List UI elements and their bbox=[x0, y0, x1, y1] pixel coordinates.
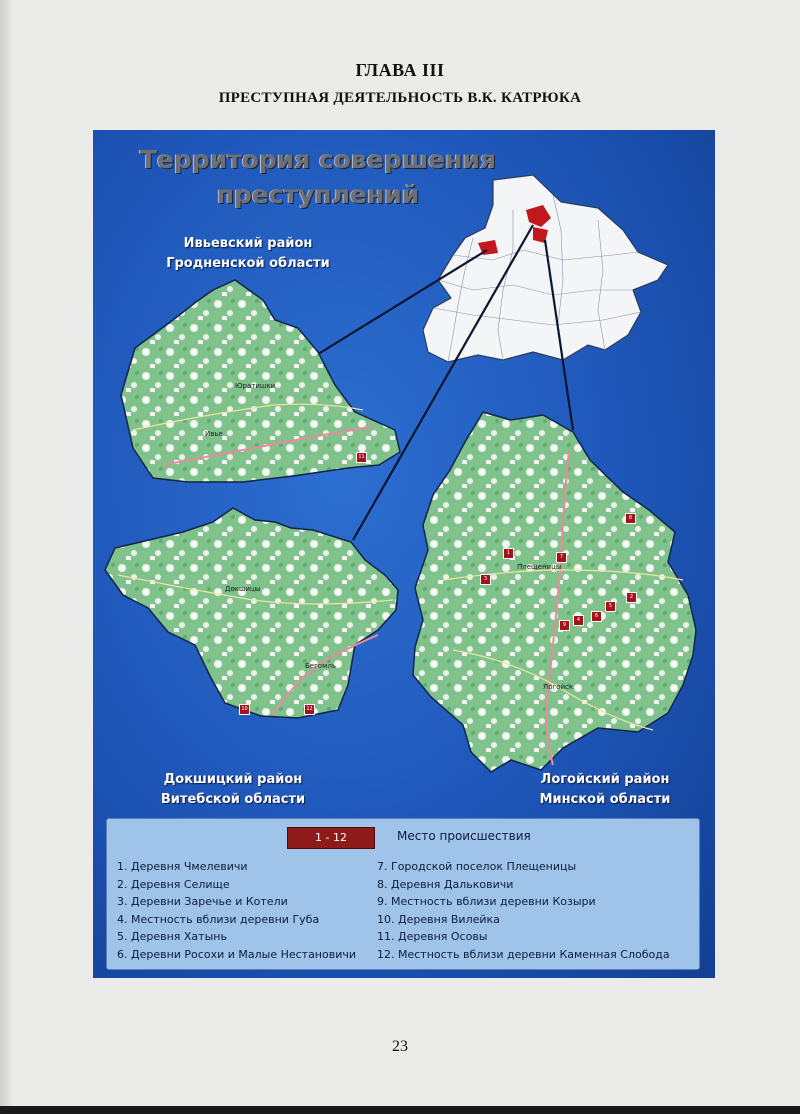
region-label-logoysk bbox=[505, 770, 705, 810]
region-dokshitsy-line1: Докшицкий район bbox=[163, 772, 303, 787]
legend-item: 4. Местность вблизи деревни Губа bbox=[117, 912, 320, 926]
town-dokshitsy: Докшицы bbox=[225, 585, 261, 593]
marker-3: 3 bbox=[480, 574, 491, 585]
marker-8: 8 bbox=[625, 513, 636, 524]
region-label-ivye bbox=[133, 234, 363, 274]
marker-1: 1 bbox=[503, 548, 514, 559]
region-ivye-line2: Гродненской области bbox=[166, 256, 330, 271]
marker-9: 9 bbox=[559, 620, 570, 631]
legend-item: 6. Деревни Росохи и Малые Нестановичи bbox=[117, 947, 357, 961]
marker-12: 12 bbox=[304, 704, 315, 715]
town-yuratishki: Юратишки bbox=[235, 382, 276, 390]
page-number: 23 bbox=[392, 1038, 408, 1055]
chapter-title: ПРЕСТУПНАЯ ДЕЯТЕЛЬНОСТЬ В.К. КАТРЮКА bbox=[218, 90, 582, 106]
marker-10: 10 bbox=[239, 704, 250, 715]
region-logoysk-line2: Минской области bbox=[539, 792, 671, 807]
legend-item: 12. Местность вблизи деревни Каменная Слобода bbox=[377, 947, 670, 961]
legend-item: 1. Деревня Чмелевичи bbox=[117, 860, 248, 873]
marker-5: 5 bbox=[605, 601, 616, 612]
legend-item: 2. Деревня Селище bbox=[117, 877, 230, 891]
legend-item: 8. Деревня Дальковичи bbox=[377, 877, 514, 891]
town-ivye: Ивье bbox=[205, 430, 223, 438]
town-logoysk: Логойск bbox=[543, 683, 574, 691]
legend-list-right bbox=[377, 858, 670, 963]
region-ivye-line1: Ивьевский район bbox=[183, 236, 313, 251]
marker-4: 4 bbox=[573, 615, 584, 626]
legend-item: 7. Городской поселок Плещеницы bbox=[377, 860, 577, 873]
marker-2: 2 bbox=[626, 592, 637, 603]
scan-bottom-edge bbox=[0, 1106, 800, 1114]
region-logoysk-line1: Логойский район bbox=[540, 772, 670, 787]
town-pleshchenitsy: Плещеницы bbox=[517, 563, 562, 571]
legend-item: 5. Деревня Хатынь bbox=[117, 930, 227, 943]
region-dokshitsy-line2: Витебской области bbox=[160, 792, 306, 807]
chapter-number: ГЛАВА III bbox=[355, 60, 445, 80]
legend-box bbox=[106, 818, 700, 970]
map-title-line1: Территория совершения bbox=[139, 145, 497, 174]
marker-6: 6 bbox=[591, 611, 602, 622]
town-begoml: Бегомль bbox=[305, 662, 336, 670]
legend-item: 3. Деревни Заречье и Котели bbox=[117, 895, 288, 908]
map-title-line2: преступлений bbox=[216, 180, 420, 209]
marker-11: 11 bbox=[356, 452, 367, 463]
legend-list-left bbox=[117, 858, 356, 963]
marker-7: 7 bbox=[556, 552, 567, 563]
legend-badge: 1 - 12 bbox=[287, 827, 375, 849]
legend-item: 9. Местность вблизи деревни Козыри bbox=[377, 895, 596, 908]
page-edge-shadow bbox=[0, 0, 14, 1114]
legend-item: 11. Деревня Осовы bbox=[377, 930, 488, 943]
logoysk-district-shape bbox=[413, 412, 696, 772]
region-label-dokshitsy bbox=[133, 770, 333, 810]
legend-caption: Место происшествия bbox=[397, 829, 531, 843]
legend-item: 10. Деревня Вилейка bbox=[377, 912, 500, 926]
